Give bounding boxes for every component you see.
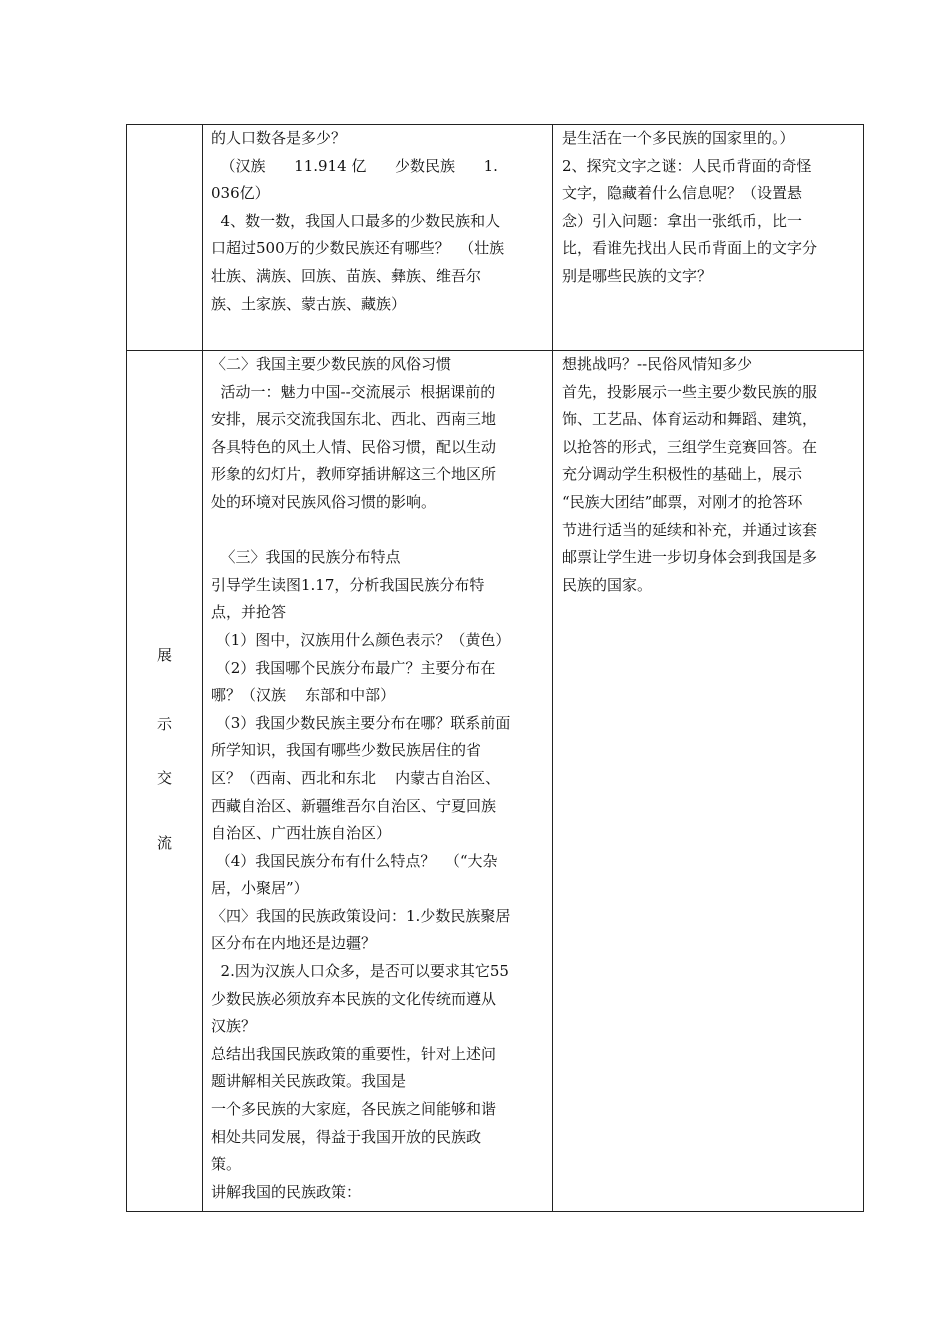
text-line: 4、数一数，我国人口最多的少数民族和人 bbox=[211, 211, 501, 230]
lesson-plan-table bbox=[126, 124, 864, 1212]
text-line: 036亿） bbox=[211, 184, 270, 203]
text-line: 是生活在一个多民族的国家里的。） bbox=[562, 129, 795, 147]
text-line: 饰、工艺品、体育运动和舞蹈、建筑， bbox=[562, 410, 818, 429]
text-line: 处的环境对民族风俗习惯的影响。 bbox=[211, 492, 437, 511]
text-line: 点，并抢答 bbox=[211, 603, 287, 622]
table-row bbox=[127, 125, 864, 351]
text-line: 相处共同发展，得益于我国开放的民族政 bbox=[211, 1127, 482, 1146]
text-line: 安排，展示交流我国东北、西北、西南三地 bbox=[211, 410, 497, 429]
text-line: （1）图中，汉族用什么颜色表示？（黄色） bbox=[211, 630, 511, 649]
text-line: 活动一：魅力中国--交流展示 根据课前的 bbox=[211, 382, 496, 401]
text-line: 比，看谁先找出人民币背面上的文字分 bbox=[562, 239, 818, 258]
text-line: “民族大团结”邮票，对刚才的抢答环 bbox=[562, 492, 803, 511]
text-line: 区？（西南、西北和东北 内蒙古自治区、 bbox=[211, 768, 501, 787]
notes-text bbox=[553, 125, 863, 291]
stage-label-char: 示 bbox=[156, 715, 172, 733]
stage-label-char: 交 bbox=[156, 769, 172, 787]
text-line: 居，小聚居”） bbox=[211, 879, 309, 898]
text-line: 汉族？ bbox=[211, 1017, 257, 1036]
text-line: 节进行适当的延续和补充，并通过该套 bbox=[562, 520, 818, 539]
text-line: 首先，投影展示一些主要少数民族的服 bbox=[562, 382, 818, 401]
text-line: 引导学生读图1.17，分析我国民族分布特 bbox=[211, 575, 485, 594]
text-line: 题讲解相关民族政策。我国是 bbox=[211, 1072, 407, 1091]
text-line: 区分布在内地还是边疆？ bbox=[211, 934, 377, 953]
content-text bbox=[203, 351, 552, 1206]
stage-label-char: 流 bbox=[156, 834, 172, 852]
text-line: 族、土家族、蒙古族、藏族） bbox=[211, 294, 407, 313]
stage-label-cell bbox=[127, 351, 203, 1212]
text-line: 策。 bbox=[211, 1155, 242, 1174]
text-line: （汉族 11.914 亿 少数民族 1. bbox=[211, 156, 498, 175]
text-line: 的人口数各是多少？ bbox=[211, 129, 347, 147]
text-line: 壮族、满族、回族、苗族、彝族、维吾尔 bbox=[211, 266, 482, 285]
table-row bbox=[127, 351, 864, 1212]
text-line: 少数民族必须放弃本民族的文化传统而遵从 bbox=[211, 989, 497, 1008]
text-line: 所学知识，我国有哪些少数民族居住的省 bbox=[211, 741, 482, 760]
text-line: 邮票让学生进一步切身体会到我国是多 bbox=[562, 548, 818, 567]
text-line: 〈三〉我国的民族分布特点 bbox=[211, 548, 401, 567]
text-line: 口超过500万的少数民族还有哪些？ （壮族 bbox=[211, 239, 505, 258]
text-line: 2、探究文字之谜：人民币背面的奇怪 bbox=[562, 156, 812, 175]
content-cell bbox=[203, 351, 553, 1212]
text-line: 〈二〉我国主要少数民族的风俗习惯 bbox=[211, 355, 452, 373]
text-line: 文字，隐藏着什么信息呢？（设置悬 bbox=[562, 184, 803, 203]
text-line: 想挑战吗？--民俗风情知多少 bbox=[562, 355, 753, 373]
text-line: 别是哪些民族的文字？ bbox=[562, 266, 713, 285]
text-line: （3）我国少数民族主要分布在哪？联系前面 bbox=[211, 713, 511, 732]
notes-cell bbox=[553, 125, 864, 351]
stage-label-char: 展 bbox=[156, 646, 172, 664]
notes-text bbox=[553, 351, 863, 599]
text-line: 哪？（汉族 东部和中部） bbox=[211, 686, 396, 705]
text-line: 西藏自治区、新疆维吾尔自治区、宁夏回族 bbox=[211, 796, 497, 815]
text-line: 讲解我国的民族政策： bbox=[211, 1182, 362, 1201]
content-text bbox=[203, 125, 552, 318]
text-line: 2.因为汉族人口众多，是否可以要求其它55 bbox=[211, 962, 509, 981]
stage-label-cell bbox=[127, 125, 203, 351]
text-line: 一个多民族的大家庭，各民族之间能够和谐 bbox=[211, 1100, 497, 1119]
text-line: 以抢答的形式，三组学生竞赛回答。在 bbox=[562, 437, 818, 456]
text-line: 〈四〉我国的民族政策设问：1.少数民族聚居 bbox=[211, 906, 511, 925]
text-line: 念）引入问题：拿出一张纸币，比一 bbox=[562, 211, 803, 230]
content-cell bbox=[203, 125, 553, 351]
text-line: 自治区、广西壮族自治区） bbox=[211, 824, 392, 843]
text-line: 民族的国家。 bbox=[562, 575, 653, 594]
text-line: （2）我国哪个民族分布最广？主要分布在 bbox=[211, 658, 496, 677]
text-line: 各具特色的风土人情、民俗习惯，配以生动 bbox=[211, 437, 497, 456]
text-line: （4）我国民族分布有什么特点？ （“大杂 bbox=[211, 851, 498, 870]
notes-cell bbox=[553, 351, 864, 1212]
text-line: 充分调动学生积极性的基础上，展示 bbox=[562, 465, 803, 484]
text-line: 形象的幻灯片，教师穿插讲解这三个地区所 bbox=[211, 465, 497, 484]
text-line: 总结出我国民族政策的重要性，针对上述问 bbox=[211, 1044, 497, 1063]
